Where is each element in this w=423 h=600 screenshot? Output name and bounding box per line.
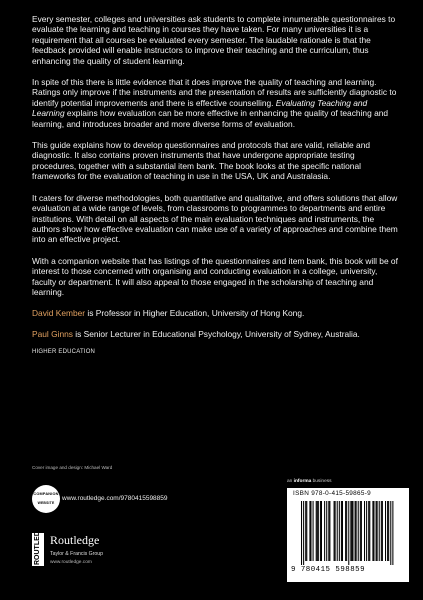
barcode-bar bbox=[305, 501, 306, 561]
routledge-logo-icon bbox=[32, 521, 44, 566]
author-name-1: David Kember bbox=[32, 308, 86, 319]
barcode-bar bbox=[345, 501, 346, 561]
publisher-block bbox=[50, 533, 103, 565]
barcode-bar bbox=[318, 501, 319, 561]
barcode-bar bbox=[382, 501, 383, 561]
author-bio-text-2: is Senior Lecturer in Educational Psychology, University of Sydney, Australia. bbox=[72, 328, 360, 339]
barcode-bar bbox=[339, 501, 340, 561]
barcode-bar bbox=[355, 501, 356, 561]
category-label: HIGHER EDUCATION bbox=[32, 349, 96, 356]
barcode-bar bbox=[364, 501, 365, 561]
barcode-bar bbox=[303, 501, 304, 565]
barcode-bar bbox=[369, 501, 370, 561]
blurb-paragraph-2-text-a: In spite of this there is little evidence that it does improve the quality of teaching and learning. Ratings only improve if the instruments and the presentation of results are sufficiently diagnostic to identify potential improvements and there is effective counselling. bbox=[32, 77, 397, 108]
author-bio-text-1: is Professor in Higher Education, University of Hong Kong. bbox=[85, 308, 305, 319]
barcode-bar bbox=[360, 501, 361, 561]
barcode-bar bbox=[309, 501, 310, 561]
publisher-name: Routledge bbox=[50, 533, 100, 547]
companion-website-badge bbox=[32, 485, 60, 513]
barcode-bar bbox=[320, 501, 321, 561]
barcode-bar bbox=[356, 501, 357, 561]
barcode-panel bbox=[287, 488, 409, 582]
barcode-bar bbox=[328, 501, 329, 561]
barcode-bar bbox=[321, 501, 322, 561]
barcode-bar bbox=[352, 501, 353, 561]
barcode-bar bbox=[390, 501, 391, 565]
barcode-bar bbox=[381, 501, 382, 561]
routledge-logo-text: ROUTLEDGE bbox=[34, 521, 41, 565]
blurb-paragraph-2-text-b: explains how evaluation can be more effective in enhancing the quality of teaching and learning, and introduces broader and more diverse forms of evaluation. bbox=[32, 108, 389, 129]
barcode-bar bbox=[348, 501, 349, 565]
blurb-paragraph-2 bbox=[32, 77, 398, 129]
blurb-paragraph-4: It caters for diverse methodologies, both quantitative and qualitative, and offers solutions that allow evaluation at a wide range of levels, from classrooms to programmes to departments and entire institutions. With detail on all aspects of the main evaluation techniques and instruments, the authors show how effective evaluation can make use of a variety of approaches and combine them into an effective project. bbox=[32, 192, 398, 245]
barcode-bar bbox=[388, 501, 389, 561]
barcode-bar bbox=[376, 501, 377, 561]
barcode-bar bbox=[337, 501, 338, 561]
barcode-bar bbox=[317, 501, 318, 561]
barcode-bar bbox=[350, 501, 351, 561]
informa-prefix: an bbox=[287, 479, 294, 484]
barcode-bar bbox=[324, 501, 325, 561]
author-bio-2 bbox=[32, 329, 398, 339]
website-label: WEBSITE bbox=[37, 501, 55, 505]
barcode-bar bbox=[306, 501, 307, 561]
barcode-bar bbox=[366, 501, 367, 561]
companion-label: COMPANION bbox=[33, 492, 59, 496]
publisher-url[interactable]: www.routledge.com bbox=[50, 560, 92, 565]
blurb-paragraph-5: With a companion website that has listings of the questionnaires and item bank, this book will be of interest to those concerned with organising and conducting evaluation in a college, university, faculty or department. It will also appeal to those engaged in the scholarship of teaching and learning. bbox=[32, 255, 398, 297]
barcode-bar bbox=[346, 501, 347, 561]
barcode-bar bbox=[334, 501, 335, 561]
barcode-bar bbox=[301, 501, 302, 565]
informa-brand: informa bbox=[293, 479, 312, 484]
isbn-text: ISBN 978-0-415-59865-9 bbox=[293, 490, 372, 497]
barcode-bar bbox=[379, 501, 380, 561]
barcode-bar bbox=[385, 501, 386, 561]
blurb bbox=[32, 14, 398, 355]
barcode-bar bbox=[377, 501, 378, 561]
barcode-bar bbox=[368, 501, 369, 561]
informa-suffix: business bbox=[311, 479, 332, 484]
barcode-bar bbox=[313, 501, 314, 561]
blurb-paragraph-3: This guide explains how to develop questionnaires and protocols that are valid, reliable and diagnostic. It also contains proven instruments that have undergone appropriate testing procedures, together with a substantial item bank. The book looks at the specific national frameworks for the evaluation of teaching in use in the USA, UK and Australasia. bbox=[32, 140, 371, 182]
barcode-digits: 9 780415 598859 bbox=[291, 566, 366, 574]
author-name-2: Paul Ginns bbox=[32, 328, 73, 339]
barcode-bar bbox=[351, 501, 352, 561]
barcode-bar bbox=[326, 501, 327, 561]
barcode-bar bbox=[316, 501, 317, 561]
barcode-bar bbox=[310, 501, 311, 561]
informa-tagline bbox=[287, 479, 332, 484]
barcode-bar bbox=[342, 501, 343, 561]
barcode-bar bbox=[361, 501, 362, 561]
barcode-bar bbox=[392, 501, 393, 565]
companion-url[interactable]: www.routledge.com/9780415598859 bbox=[62, 495, 168, 502]
barcode-bar bbox=[341, 501, 342, 561]
cover-credits: Cover image and design: Michael Ward bbox=[32, 465, 113, 470]
barcode-bar bbox=[329, 501, 330, 561]
barcode-bar bbox=[358, 501, 359, 561]
author-bio-1 bbox=[32, 308, 398, 318]
barcode-bars-icon bbox=[301, 501, 397, 565]
book-title-italic: Evaluating Teaching and Learning bbox=[32, 97, 368, 119]
blurb-paragraph-1: Every semester, colleges and universities ask students to complete innumerable questionnaires to evaluate the learning and teaching in courses they have taken. For many universities it is a requirement that all courses be evaluated every semester. The laudable rationale is that the feedback provided will enable instructors to improve their teaching and the curriculum, thus enhancing the quality of student learning. bbox=[32, 14, 396, 66]
publisher-group: Taylor & Francis Group bbox=[50, 551, 104, 557]
barcode-bar bbox=[387, 501, 388, 561]
barcode-bar bbox=[335, 501, 336, 561]
barcode-bar bbox=[373, 501, 374, 561]
barcode-bar bbox=[372, 501, 373, 561]
